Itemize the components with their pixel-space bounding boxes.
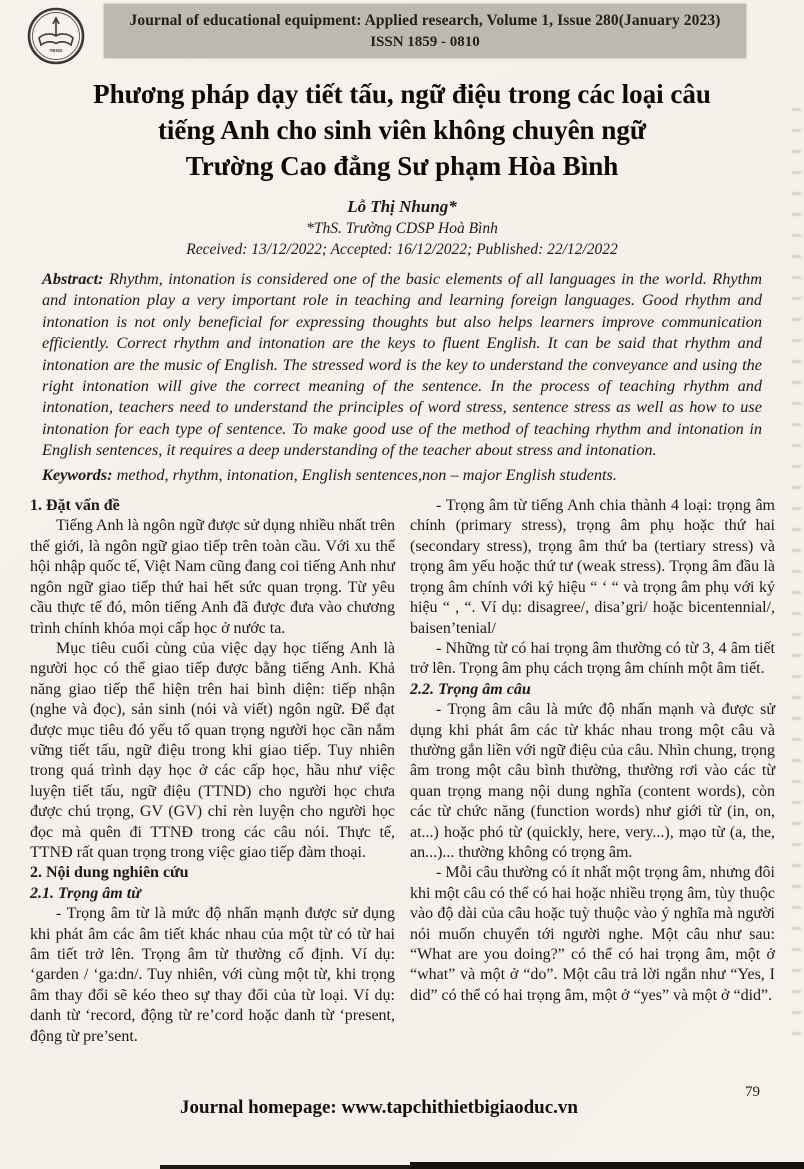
article-title-line2: tiếng Anh cho sinh viên không chuyên ngữ	[157, 115, 647, 145]
section-heading-1: 1. Đặt vấn đề	[30, 497, 120, 515]
body-paragraph: - Những từ có hai trọng âm thường có từ 3, 4 âm tiết trở lên. Trọng âm phụ cách trọng âm chính một âm tiết.	[410, 639, 775, 678]
keywords-text: method, rhythm, intonation, English sentences,non – major English students.	[112, 464, 617, 484]
body-paragraph: - Trọng âm từ tiếng Anh chia thành 4 loại: trọng âm chính (primary stress), trọng âm phụ hoặc thứ hai (secondary stress), trọng âm thứ ba (tertiary stress) và trọng âm yếu hoặc thứ tư (weak stress). Trọng âm đầu là trọng âm chính với ký hiệu “ ‘ “ và trọng âm phụ với ký hiệu “ , “. Ví dụ: disagree/, disa’gri/ hoặc bicentennial/, baisen’tenial/	[410, 497, 775, 637]
abstract-label: Abstract:	[42, 269, 104, 288]
article-title-line3: Trường Cao đẳng Sư phạm Hòa Bình	[185, 151, 619, 181]
scan-bleed-artifacts	[792, 95, 801, 1045]
subsection-heading-2-1: 2.1. Trọng âm từ	[30, 884, 141, 902]
journal-name-line: Journal of educational equipment: Applied research, Volume 1, Issue 280(January 2023)	[129, 11, 721, 29]
abstract-paragraph	[42, 268, 762, 461]
keywords-label: Keywords:	[42, 464, 113, 484]
body-paragraph: - Trọng âm câu là mức độ nhấn mạnh và được sử dụng khi phát âm các từ khác nhau trong một câu và thường gắn liền với ngữ điệu của câu. Nhìn chung, trọng âm trong một câu bình thường, thường rơi vào các từ quan trọng mang nội dung nghĩa (content words), còn các từ chức năng (function words) như giới từ (in, on, at...) hoặc phó từ (quickly, here, very...), mạo từ (a, the, an...)... thường không có trọng âm.	[410, 701, 775, 861]
journal-homepage: Journal homepage: www.tapchithietbigiaoduc.vn	[180, 1097, 578, 1118]
subsection-heading-2-2: 2.2. Trọng âm câu	[410, 680, 531, 698]
body-paragraph: - Mỗi câu thường có ít nhất một trọng âm, nhưng đôi khi một câu có thể có hai hoặc nhiều trọng âm, tùy thuộc vào độ dài của câu hoặc tuỳ thuộc vào ý nghĩa mà người nói muốn chuyển tới người nghe. Một câu như sau: “What are you doing?” có thể có hai trọng âm, một ở “what” và một ở “do”. Một câu trả lời ngắn như “Yes, I did” có thể có hai trọng âm, một ở “yes” và một ở “did”.	[410, 864, 775, 1004]
bottom-rule-thick-segment	[410, 1162, 804, 1169]
left-column	[30, 496, 395, 1047]
journal-issn-line: ISSN 1859 - 0810	[370, 33, 480, 50]
article-body	[0, 496, 804, 1047]
torch-icon	[53, 18, 59, 36]
journal-logo-icon	[26, 5, 86, 65]
journal-logo	[26, 5, 86, 65]
page-number: 79	[745, 1084, 760, 1100]
author-affiliation: *ThS. Trường CDSP Hoà Bình	[306, 220, 498, 237]
body-paragraph: Tiếng Anh là ngôn ngữ được sử dụng nhiều nhất trên thế giới, là ngôn ngữ giao tiếp trên toàn cầu. Với xu thế hội nhập quốc tế, Việt Nam cũng đang coi tiếng Anh như ngôn ngữ giao tiếp thứ hai hết sức quan trọng. Từ yêu cầu thực tế đó, môn tiếng Anh đã được đưa vào chương trình chính khóa mọi cấp học ở nước ta.	[30, 517, 395, 637]
right-column	[410, 496, 775, 1047]
article-dates: Received: 13/12/2022; Accepted: 16/12/2022; Published: 22/12/2022	[186, 241, 618, 258]
author-name: Lỗ Thị Nhung*	[347, 197, 457, 216]
article-title-line1: Phương pháp dạy tiết tấu, ngữ điệu trong các loại câu	[93, 79, 711, 109]
keywords-line	[42, 464, 762, 485]
bottom-rule	[160, 1165, 804, 1169]
abstract-text: Rhythm, intonation is considered one of the basic elements of all languages in the world. Rhythm and intonation play a very important role in teaching and learning foreign languages. Good rhythm and intonation is not only beneficial for expressing thoughts but also helps learners improve communication efficiently. Correct rhythm and intonation are the keys to fluent English. It can be said that rhythm and intonation are the music of English. The stressed word is the key to understand the conveyance and using the right intonation will give the correct meaning of the sentence. In the process of teaching rhythm and intonation, teachers need to understand the principles of word stress, sentence stress as well as how to use intonation for each type of sentence. To make good use of the method of teaching rhythm and intonation in English sentences, it requires a deep understanding of the teacher about stress and intonation.	[42, 269, 762, 460]
logo-caption: TBGD	[49, 48, 63, 53]
body-paragraph: Mục tiêu cuối cùng của việc dạy học tiếng Anh là người học có thể giao tiếp được bằng tiếng Anh. Khả năng giao tiếp thể hiện trên hai bình diện: tiếp nhận (nghe và đọc), sản sinh (nói và viết) ngôn ngữ. Để đạt được mục tiêu đó yếu tố quan trọng người học cần nắm vững tiết tấu, ngữ điệu trong khi giao tiếp. Tuy nhiên trong quá trình dạy học ở các cấp học, hầu như việc luyện tiết tấu, ngữ điệu (TTND) cho người học chưa được chú trọng, GV (GV) chỉ rèn luyện cho người học đọc mà quên đi TTNĐ trong các câu nói. Thực tế, TTNĐ rất quan trọng trong việc giao tiếp đàm thoại.	[30, 639, 395, 861]
body-paragraph: - Trọng âm từ là mức độ nhấn mạnh được sử dụng khi phát âm các âm tiết khác nhau của một từ có từ hai âm tiết trở lên. Trọng âm từ thường cố định. Ví dụ: ‘garden / ‘ga:dn/. Tuy nhiên, với cùng một từ, khi trọng âm thay đổi sẽ kéo theo sự thay đổi của từ loại. Ví dụ: danh từ ‘record, động từ re’cord hoặc danh từ ‘present, động từ pre’sent.	[30, 905, 395, 1045]
journal-header-bar	[104, 4, 746, 58]
section-heading-2: 2. Nội dung nghiên cứu	[30, 864, 189, 882]
